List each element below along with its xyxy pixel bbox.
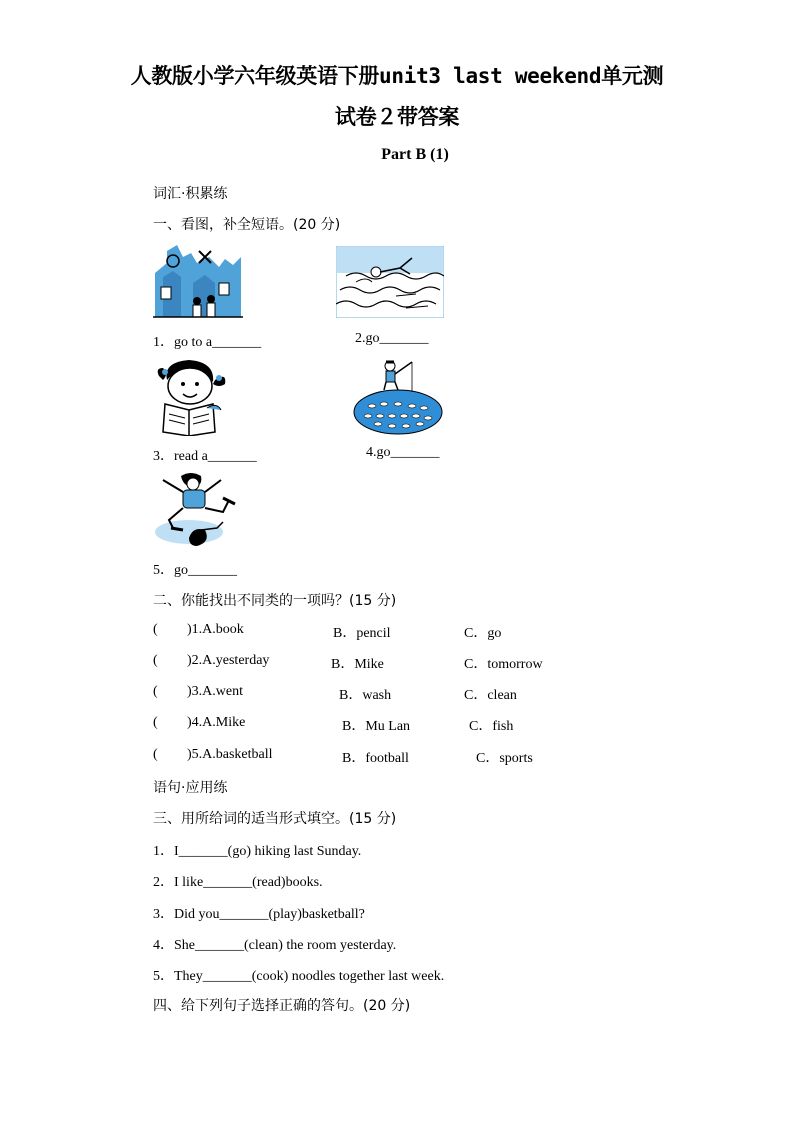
section-sentence-heading: 语句·应用练 xyxy=(153,780,228,796)
q3-item-2: 2．I like_______(read)books. xyxy=(153,875,323,890)
q3-heading: 三、用所给词的适当形式填空。(15 分) xyxy=(153,811,397,827)
q2-option-a: )4.A.Mike xyxy=(187,715,246,730)
q2-option-b: B．football xyxy=(342,751,409,766)
part-heading: Part B (1) xyxy=(381,146,449,163)
q2-option-b: B．pencil xyxy=(333,626,391,641)
q2-option-c: C．go xyxy=(464,626,502,641)
q1-item-1: 1．go to a_______ xyxy=(153,335,262,350)
girl-reading-picture xyxy=(153,358,229,436)
q2-option-a: )1.A.book xyxy=(187,622,244,637)
q2-paren: ( xyxy=(153,653,158,668)
q2-heading: 二、你能找出不同类的一项吗？(15 分) xyxy=(153,593,397,609)
section-vocab-heading: 词汇·积累练 xyxy=(153,186,228,202)
q3-item-3: 3．Did you_______(play)basketball? xyxy=(153,907,365,922)
q2-option-b: B．Mike xyxy=(331,657,384,672)
amusement-park-picture xyxy=(153,243,243,319)
q3-item-1: 1．I_______(go) hiking last Sunday. xyxy=(153,844,362,859)
q1-item-5: 5．go_______ xyxy=(153,563,237,578)
page-title-line2: 试卷２带答案 xyxy=(334,105,460,129)
q2-option-c: C．sports xyxy=(476,751,533,766)
q3-item-4: 4．She_______(clean) the room yesterday. xyxy=(153,938,397,953)
q3-item-5: 5．They_______(cook) noodles together last week. xyxy=(153,969,445,984)
page-title: 人教版小学六年级英语下册unit3 last weekend单元测 xyxy=(130,64,664,88)
q2-paren: ( xyxy=(153,715,158,730)
q1-item-4: 4.go_______ xyxy=(366,445,440,460)
skating-picture xyxy=(153,470,245,550)
q1-item-2: 2.go_______ xyxy=(355,331,429,346)
fishing-picture xyxy=(352,358,444,436)
q2-paren: ( xyxy=(153,747,158,762)
q2-option-b: B．wash xyxy=(339,688,392,703)
swimming-picture xyxy=(336,246,444,318)
q2-option-b: B．Mu Lan xyxy=(342,719,411,734)
q2-paren: ( xyxy=(153,684,158,699)
q1-heading: 一、看图，补全短语。(20 分) xyxy=(153,217,341,233)
q2-paren: ( xyxy=(153,622,158,637)
q2-option-a: )2.A.yesterday xyxy=(187,653,270,668)
q2-option-a: )5.A.basketball xyxy=(187,747,273,762)
q2-option-c: C．clean xyxy=(464,688,517,703)
q4-heading: 四、给下列句子选择正确的答句。(20 分) xyxy=(153,998,411,1014)
q1-item-3: 3．read a_______ xyxy=(153,449,257,464)
q2-option-a: )3.A.went xyxy=(187,684,243,699)
q2-option-c: C．tomorrow xyxy=(464,657,543,672)
q2-option-c: C．fish xyxy=(469,719,514,734)
